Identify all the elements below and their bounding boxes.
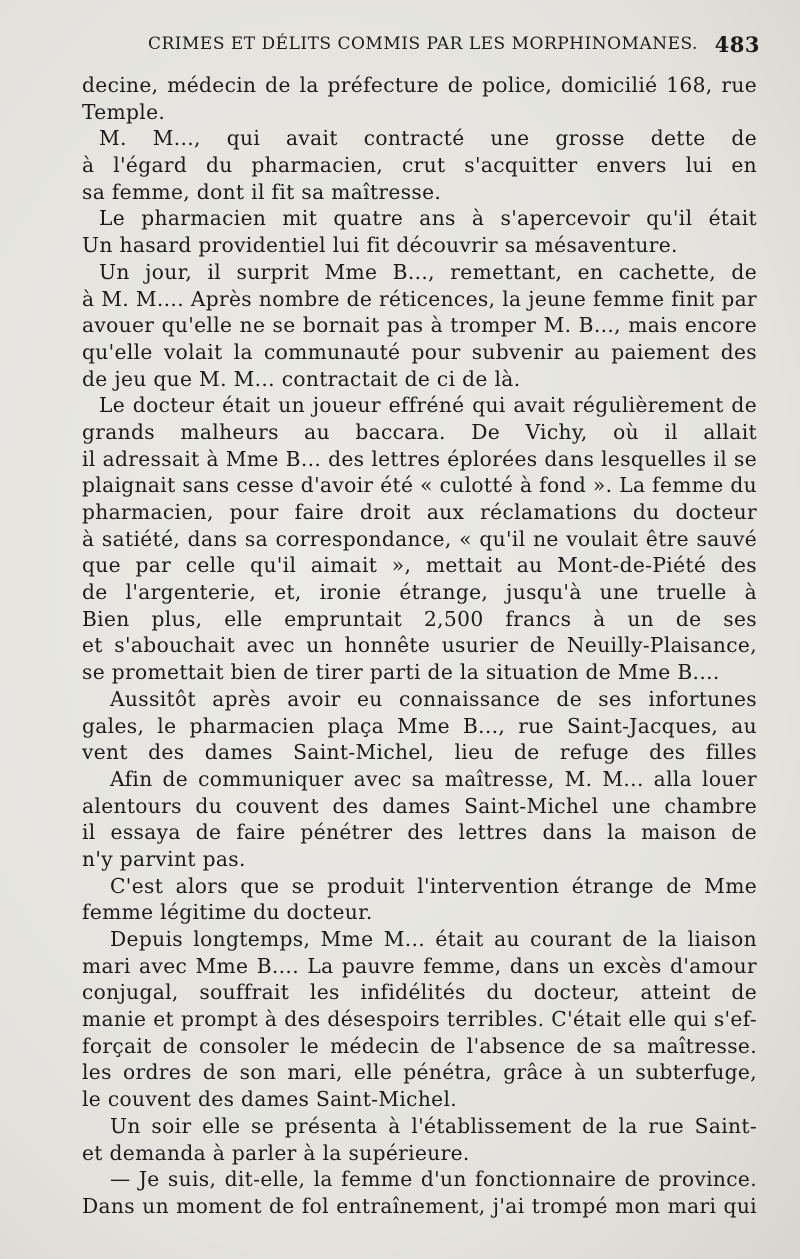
text-line: avouer qu'elle ne se bornait pas à tromper M. B..., mais encore [82, 313, 757, 338]
text-line: qu'elle volait la communauté pour subvenir au paiement des [82, 339, 757, 364]
text-line: femme légitime du docteur. [82, 900, 373, 925]
text-line: Temple. [82, 99, 166, 124]
text-line: forçait de consoler le médecin de l'absence de sa maîtresse. [82, 1033, 757, 1058]
text-line: Le docteur était un joueur effréné qui avait régulièrement de [99, 393, 757, 418]
text-line: de jeu que M. M... contractait de ci de là. [82, 366, 521, 391]
text-line: à satiété, dans sa correspondance, « qu'il ne voulait être sauvé [82, 526, 757, 551]
text-line: manie et prompt à des désespoirs terribles. C'était elle qui s'ef- [82, 1007, 757, 1032]
text-line: Aussitôt après avoir eu connaissance de ses infortunes [110, 686, 757, 711]
text-line: grands malheurs au baccara. De Vichy, où il allait [82, 419, 757, 444]
text-line: les ordres de son mari, elle pénétra, grâce à un subterfuge, [82, 1060, 757, 1085]
text-line: Afin de communiquer avec sa maîtresse, M. M... alla louer [110, 766, 757, 791]
text-line: Dans un moment de fol entraînement, j'ai trompé mon mari qui [82, 1193, 757, 1218]
page-header [82, 34, 760, 64]
text-line: Un jour, il surprit Mme B..., remettant, en cachette, de [99, 259, 757, 284]
text-line: n'y parvint pas. [82, 846, 246, 871]
text-line: pharmacien, pour faire droit aux réclamations du docteur [82, 500, 757, 524]
text-line: decine, médecin de la préfecture de police, domicilié 168, rue [82, 73, 757, 97]
text-line: Bien plus, elle empruntait 2,500 francs à un de ses [82, 606, 757, 631]
text-line: C'est alors que se produit l'intervention étrange de Mme [110, 873, 757, 898]
text-line: M. M..., qui avait contracté une grosse dette de [99, 126, 757, 151]
text-line: Depuis longtemps, Mme M... était au courant de la liaison [110, 927, 757, 951]
text-line: il essaya de faire pénétrer des lettres dans la maison de [82, 820, 757, 845]
text-line: le couvent des dames Saint-Michel. [82, 1087, 458, 1112]
text-line: vent des dames Saint-Michel, lieu de refuge des filles [82, 740, 757, 765]
text-line: Un hasard providentiel lui fit découvrir sa mésaventure. [82, 233, 678, 258]
text-line: à M. M.... Après nombre de réticences, la jeune femme finit par [82, 286, 757, 311]
text-line: et s'abouchait avec un honnête usurier de Neuilly-Plaisance, [82, 633, 757, 658]
text-line: que par celle qu'il aimait », mettait au Mont-de-Piété des [82, 553, 757, 578]
text-line: se promettait bien de tirer parti de la situation de Mme B.... [82, 660, 720, 685]
text-line: Le pharmacien mit quatre ans à s'apercevoir qu'il était [99, 206, 757, 231]
text-line: alentours du couvent des dames Saint-Michel une chambre [82, 793, 757, 818]
page-number: 483 [714, 32, 760, 57]
text-line: — Je suis, dit-elle, la femme d'un fonctionnaire de province. [110, 1167, 757, 1192]
body-text [82, 72, 757, 1220]
text-line: sa femme, dont il fit sa maîtresse. [82, 179, 442, 204]
text-line: gales, le pharmacien plaça Mme B..., rue Saint-Jacques, au [82, 713, 757, 738]
text-line: de l'argenterie, et, ironie étrange, jusqu'à une truelle à [82, 580, 757, 605]
text-line: Un soir elle se présenta à l'établissement de la rue Saint- [110, 1113, 757, 1138]
text-line: plaignait sans cesse d'avoir été « culotté à fond ». La femme du [82, 473, 757, 498]
running-title: CRIMES ET DÉLITS COMMIS PAR LES MORPHINOMANES. [148, 34, 698, 54]
text-line: à l'égard du pharmacien, crut s'acquitter envers lui en [82, 153, 757, 178]
text-line: conjugal, souffrait les infidélités du docteur, atteint de [82, 980, 757, 1005]
text-line: et demanda à parler à la supérieure. [82, 1140, 470, 1165]
text-line: mari avec Mme B.... La pauvre femme, dans un excès d'amour [82, 953, 757, 978]
text-line: il adressait à Mme B... des lettres éplorées dans lesquelles il se [82, 446, 757, 471]
